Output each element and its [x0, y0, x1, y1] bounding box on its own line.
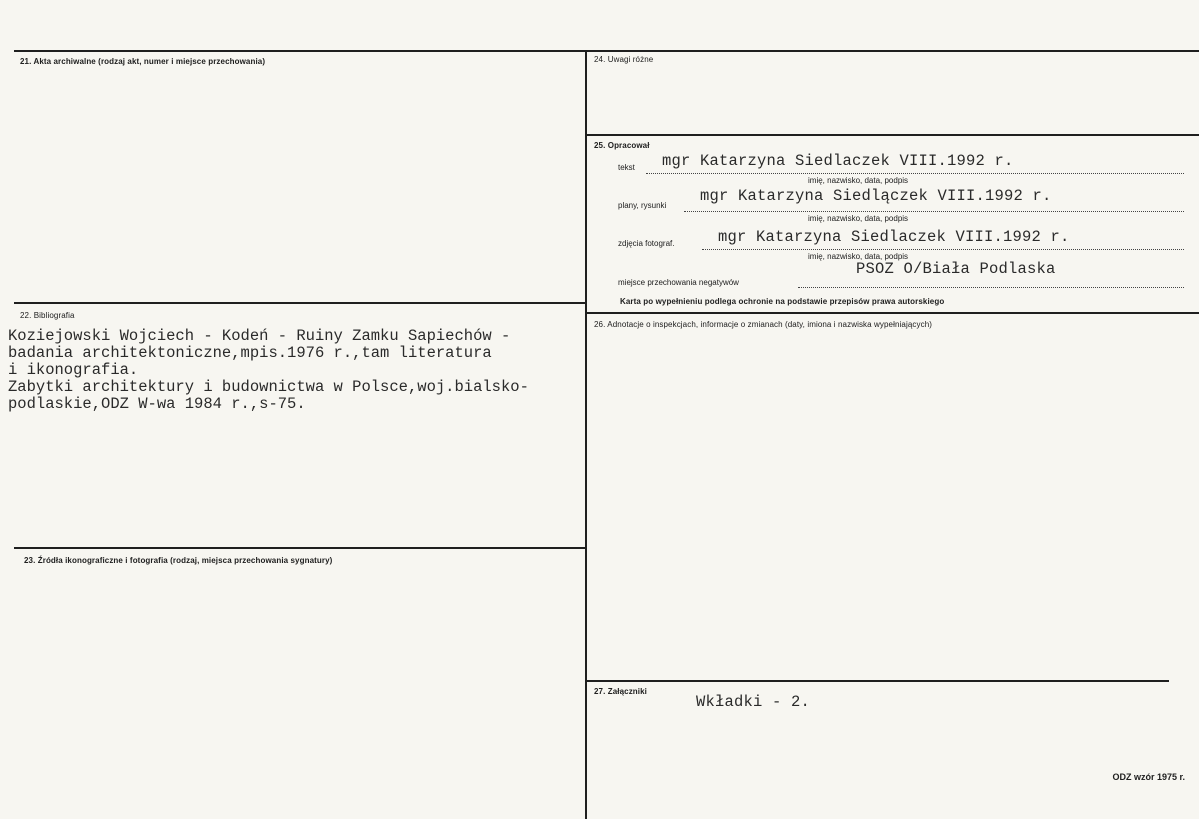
top-rule: [14, 50, 1199, 52]
bibliography-line: badania architektoniczne,mpis.1976 r.,tam literatura: [8, 344, 492, 362]
form-version-footer: ODZ wzór 1975 r.: [1112, 772, 1185, 782]
negatywy-value: PSOZ O/Biała Podlaska: [856, 260, 1056, 278]
tekst-dotted-line: [646, 173, 1184, 174]
attachments-value: Wkładki - 2.: [696, 693, 811, 711]
section-23-label: 23. Źródła ikonograficzne i fotografia (rodzaj, miejsca przechowania sygnatury): [24, 556, 333, 565]
section-25-rule: [587, 134, 1199, 136]
tekst-caption: imię, nazwisko, data, podpis: [808, 176, 909, 185]
bibliography-line: podlaskie,ODZ W-wa 1984 r.,s-75.: [8, 395, 306, 413]
bibliography-text: [8, 328, 529, 413]
plany-value: mgr Katarzyna Siedlączek VIII.1992 r.: [700, 187, 1052, 205]
section-22-label: 22. Bibliografia: [20, 311, 75, 320]
section-27-rule: [587, 680, 1169, 682]
zdjecia-caption: imię, nazwisko, data, podpis: [808, 252, 909, 261]
section-25-label: 25. Opracował: [594, 141, 650, 150]
center-divider: [585, 51, 587, 819]
bibliography-line: Koziejowski Wojciech - Kodeń - Ruiny Zamku Sapiechów -: [8, 327, 511, 345]
section-26-label: 26. Adnotacje o inspekcjach, informacje o zmianach (daty, imiona i nazwiska wypełniających): [594, 320, 933, 329]
zdjecia-dotted-line: [702, 249, 1184, 250]
section-24-label: 24. Uwagi różne: [594, 55, 654, 64]
section-23-rule: [14, 547, 586, 549]
bibliography-line: Zabytki architektury i budownictwa w Polsce,woj.bialsko-: [8, 378, 529, 396]
bibliography-line: i ikonografia.: [8, 361, 139, 379]
section-22-rule: [14, 302, 586, 304]
negatywy-label: miejsce przechowania negatywów: [618, 278, 739, 287]
copyright-notice: Karta po wypełnieniu podlega ochronie na podstawie przepisów prawa autorskiego: [620, 297, 945, 306]
plany-label: plany, rysunki: [618, 201, 667, 210]
tekst-label: tekst: [618, 163, 635, 172]
section-21-label: 21. Akta archiwalne (rodzaj akt, numer i miejsce przechowania): [20, 57, 266, 66]
section-27-label: 27. Załączniki: [594, 687, 647, 696]
zdjecia-label: zdjęcia fotograf.: [618, 239, 675, 248]
plany-dotted-line: [684, 211, 1184, 212]
negatywy-dotted-line: [798, 287, 1184, 288]
section-26-rule: [587, 312, 1199, 314]
tekst-value: mgr Katarzyna Siedlaczek VIII.1992 r.: [662, 152, 1014, 170]
zdjecia-value: mgr Katarzyna Siedlaczek VIII.1992 r.: [718, 228, 1070, 246]
plany-caption: imię, nazwisko, data, podpis: [808, 214, 909, 223]
